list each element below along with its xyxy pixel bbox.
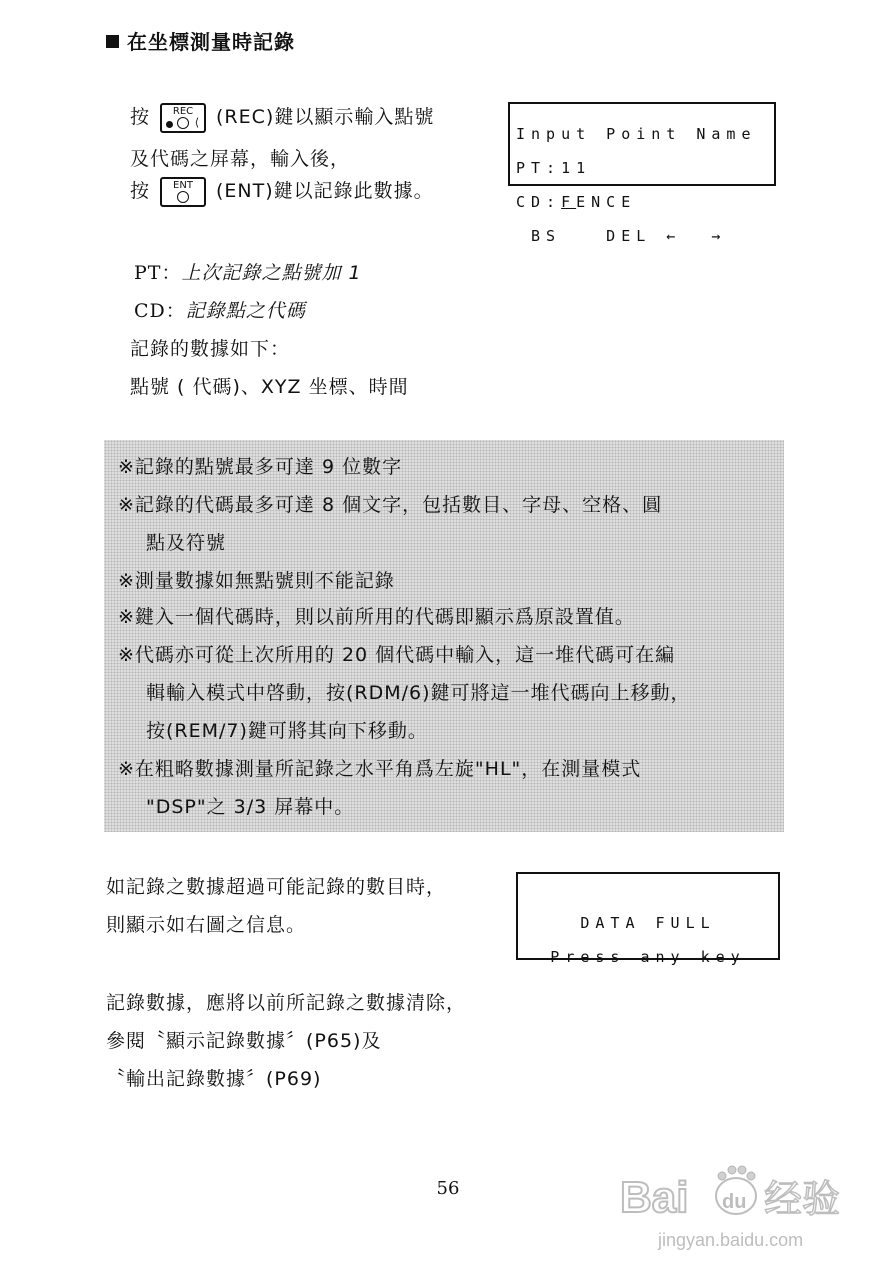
- lcd-input-point-name: [508, 102, 776, 245]
- note-6-cont: "DSP"之 3/3 屏幕中。: [146, 796, 355, 818]
- bullet-square-icon: [106, 35, 119, 48]
- lcd-data-full-line-2: Press any key: [550, 948, 746, 966]
- full-message-line-2: 則顯示如右圖之信息。: [106, 914, 307, 936]
- note-5-cont-1: 輯輸入模式中啓動，按(RDM/6)鍵可將這一堆代碼向上移動，: [146, 682, 691, 704]
- lcd-line-2: PT:11: [516, 159, 592, 177]
- circle-icon: [177, 117, 189, 129]
- recorded-items: 點號 ( 代碼)、XYZ 坐標、時間: [130, 376, 409, 398]
- svg-text:经验: 经验: [764, 1177, 841, 1221]
- footer-line-1: 記錄數據，應將以前所記錄之數據清除，: [106, 992, 467, 1014]
- note-1: ※記錄的點號最多可達 9 位數字: [118, 456, 403, 478]
- note-6: ※在粗略數據測量所記錄之水平角爲左旋"HL"，在測量模式: [118, 758, 642, 780]
- instruction-line-1: 按 REC ⟨ (REC)鍵以顯示輸入點號: [130, 102, 434, 133]
- circle-icon: [177, 191, 189, 203]
- lcd-data-full-line-1: DATA FULL: [580, 914, 716, 932]
- svg-text:jingyan.baidu.com: jingyan.baidu.com: [658, 1230, 804, 1250]
- lcd-data-full: [516, 872, 780, 966]
- full-message-line-1: 如記錄之數據超過可能記錄的數目時，: [106, 876, 447, 898]
- note-5-cont-2: 按(REM/7)鍵可將其向下移動。: [146, 720, 428, 742]
- lcd-line-1: Input Point Name: [516, 125, 757, 143]
- baidu-logo-icon: [618, 1160, 868, 1260]
- lcd-cursor: F: [561, 193, 577, 211]
- dot-icon: [166, 121, 173, 128]
- note-2-cont: 點及符號: [146, 532, 227, 554]
- svg-text:du: du: [722, 1191, 747, 1213]
- lcd-line-3: CD:FENCE: [516, 193, 637, 211]
- footer-line-3: 〝輸出記錄數據〞(P69): [106, 1068, 322, 1090]
- lcd-line-4: BS DEL ← →: [516, 227, 727, 245]
- instruction-line-3: 按 ENT (ENT)鍵以記錄此數據。: [130, 176, 434, 207]
- wave-icon: ⟨: [194, 115, 201, 129]
- section-heading: 在坐標測量時記錄: [106, 26, 295, 55]
- cd-definition: CD：記錄點之代碼: [134, 300, 306, 322]
- ent-key-icon: ENT: [160, 177, 206, 207]
- svg-text:Bai: Bai: [620, 1173, 689, 1222]
- pt-definition: PT：上次記錄之點號加 1: [134, 262, 362, 284]
- page-number: 56: [436, 1178, 460, 1199]
- note-4: ※鍵入一個代碼時，則以前所用的代碼即顯示爲原設置值。: [118, 606, 635, 628]
- recorded-intro: 記錄的數據如下：: [130, 338, 291, 360]
- note-5: ※代碼亦可從上次所用的 20 個代碼中輸入，這一堆代碼可在編: [118, 644, 676, 666]
- instruction-line-2: 及代碼之屏幕，輸入後，: [130, 148, 351, 170]
- rec-key-icon: REC ⟨: [160, 103, 206, 133]
- baidu-watermark: [618, 1160, 868, 1260]
- note-2: ※記錄的代碼最多可達 8 個文字，包括數目、字母、空格、圓: [118, 494, 663, 516]
- footer-line-2: 參閱〝顯示記錄數據〞(P65)及: [106, 1030, 382, 1052]
- note-3: ※測量數據如無點號則不能記錄: [118, 570, 395, 592]
